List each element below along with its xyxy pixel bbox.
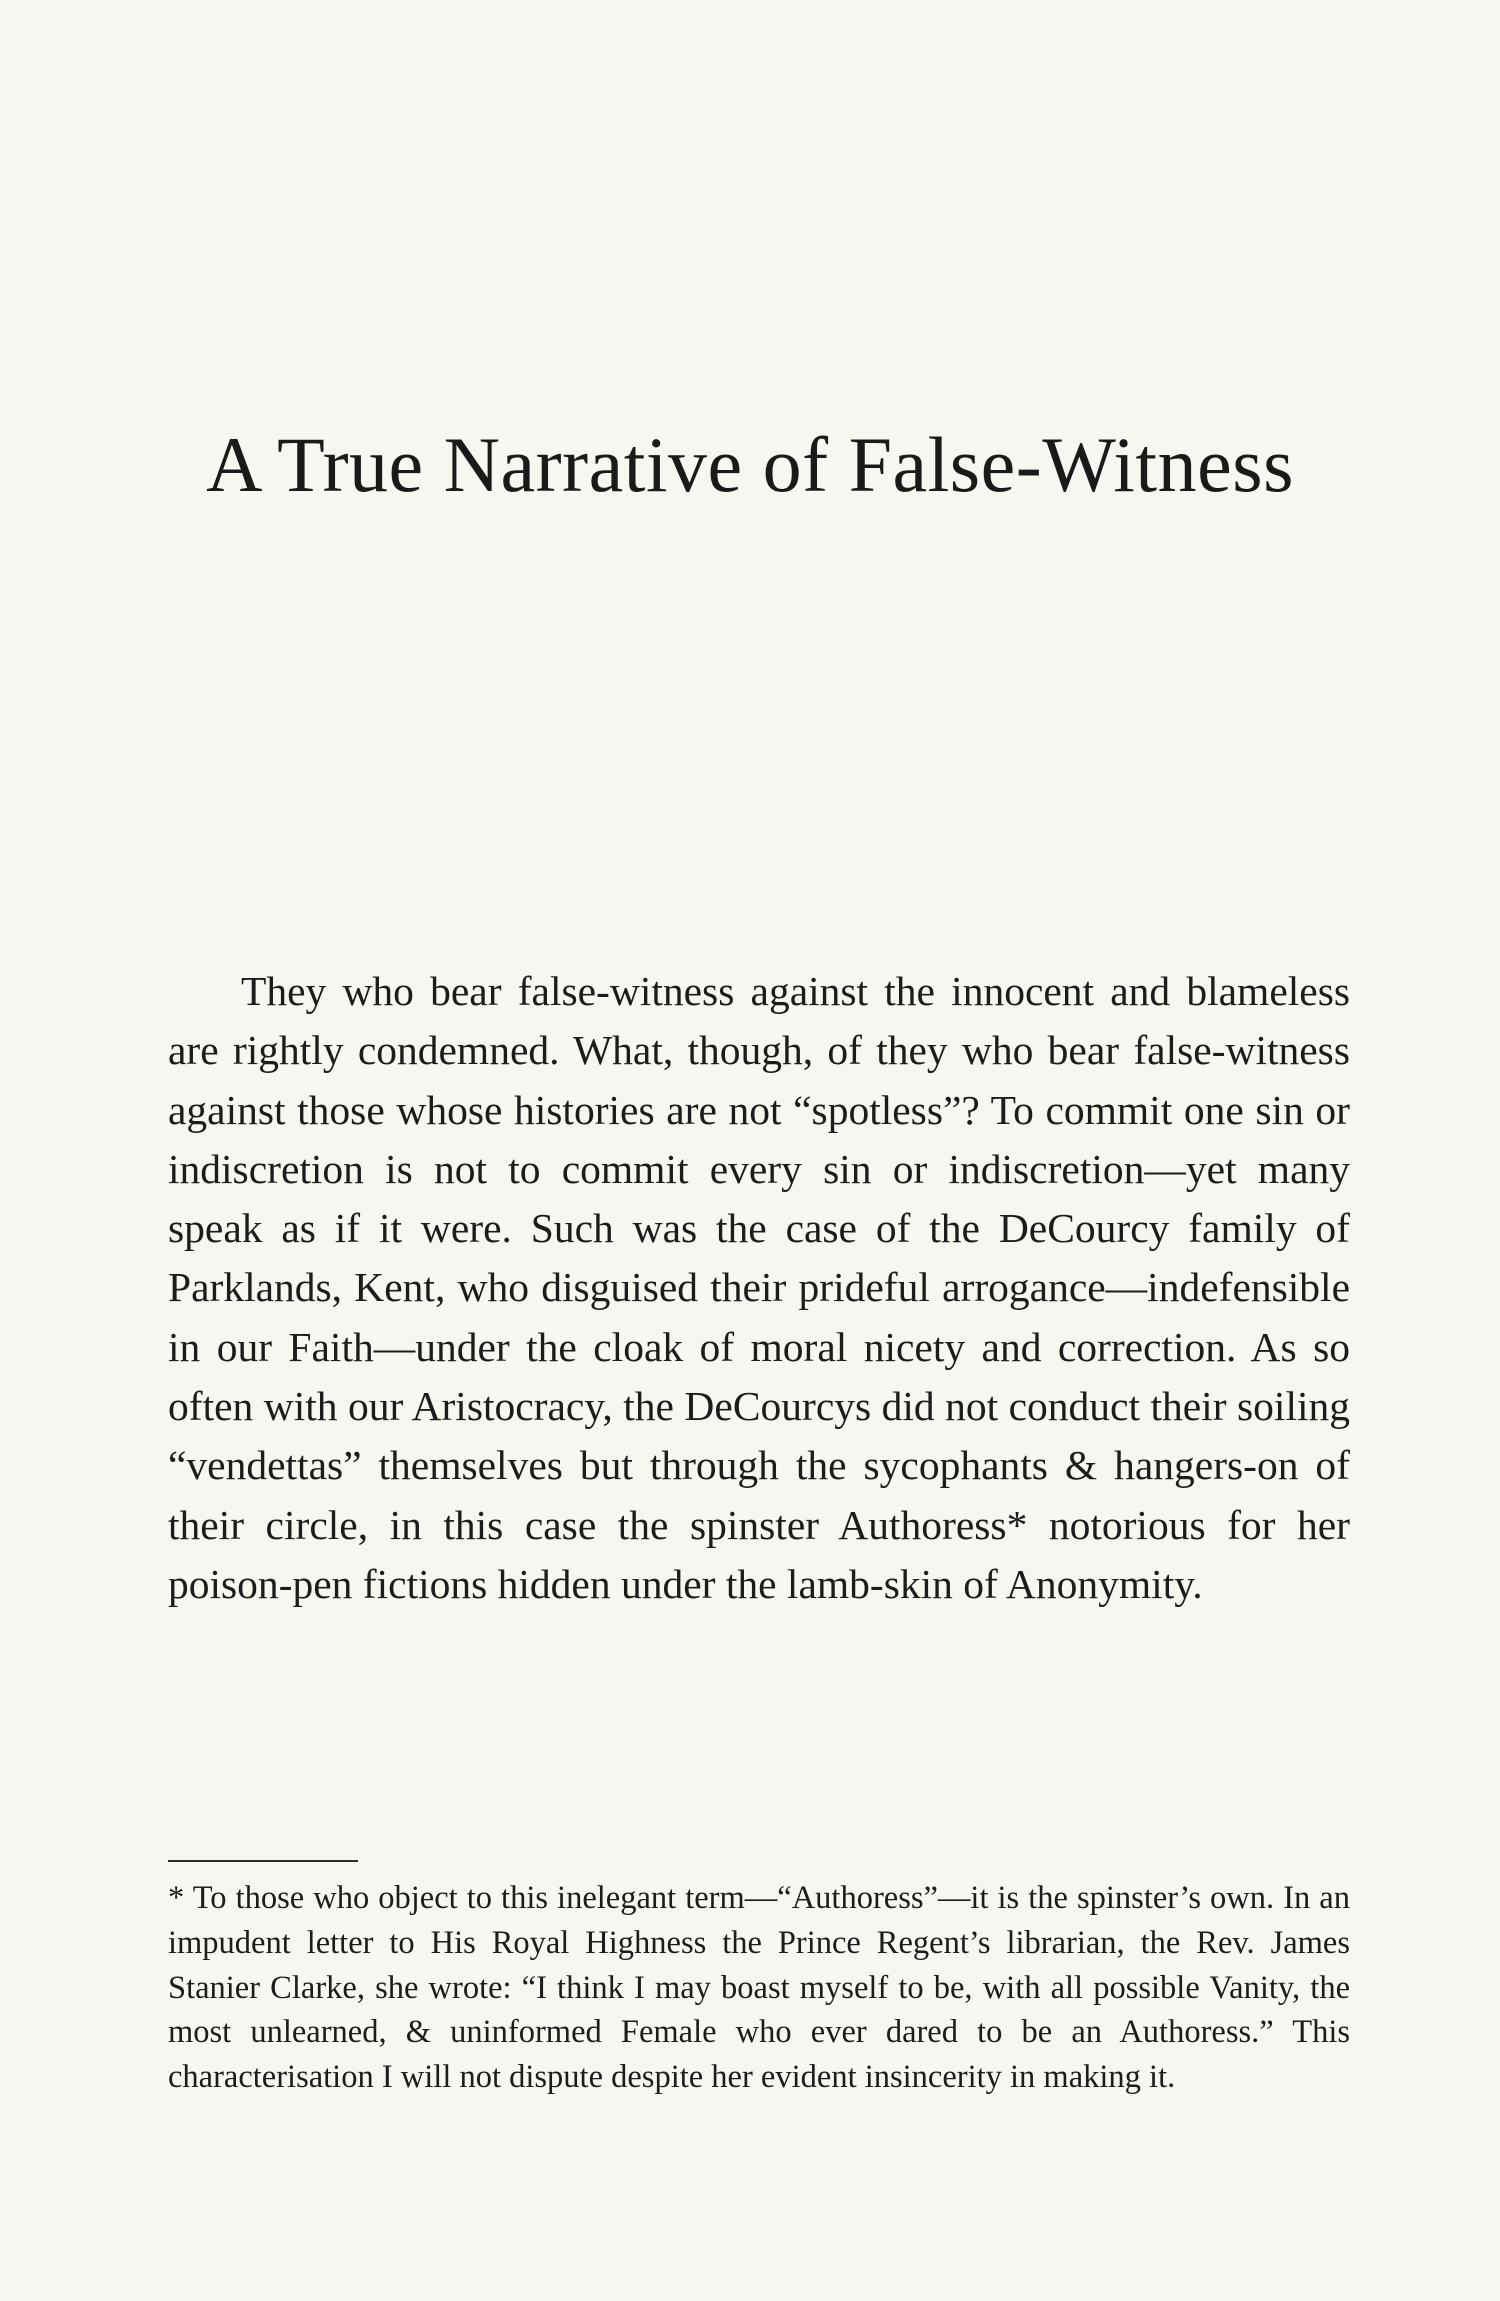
body-paragraph: They who bear false-witness against the innocent and blameless are rightly condemned. What, though, of they who bear false-witness against those whose histories are not “spotless”? To commit one sin or indiscretion is not to commit every sin or indiscretion—yet many speak as if it were. Such was the case of the DeCourcy family of Parklands, Kent, who disguised their prideful arrogance—indefensible in our Faith—under the cloak of moral nicety and correction. As so often with our Aristocracy, the DeCourcys did not conduct their soiling “vendettas” themselves but through the sycophants & hangers-on of their circle, in this case the spinster Authoress* notorious for her poison-pen fictions hidden under the lamb-skin of Anonymity.	[168, 968, 1350, 1607]
chapter-title: A True Narrative of False-Witness	[206, 421, 1294, 508]
footnote: * To those who object to this inelegant term—“Authoress”—it is the spinster’s own. In an impudent letter to His Royal Highness the Prince Regent’s librarian, the Rev. James Stanier Clarke, she wrote: “I think I may boast myself to be, with all possible Vanity, the most unlearned, & uninformed Female who ever dared to be an Authoress.” This characterisation I will not dispute despite her evident insincerity in making it.	[168, 1880, 1350, 2096]
footnote-divider	[168, 1860, 358, 1862]
